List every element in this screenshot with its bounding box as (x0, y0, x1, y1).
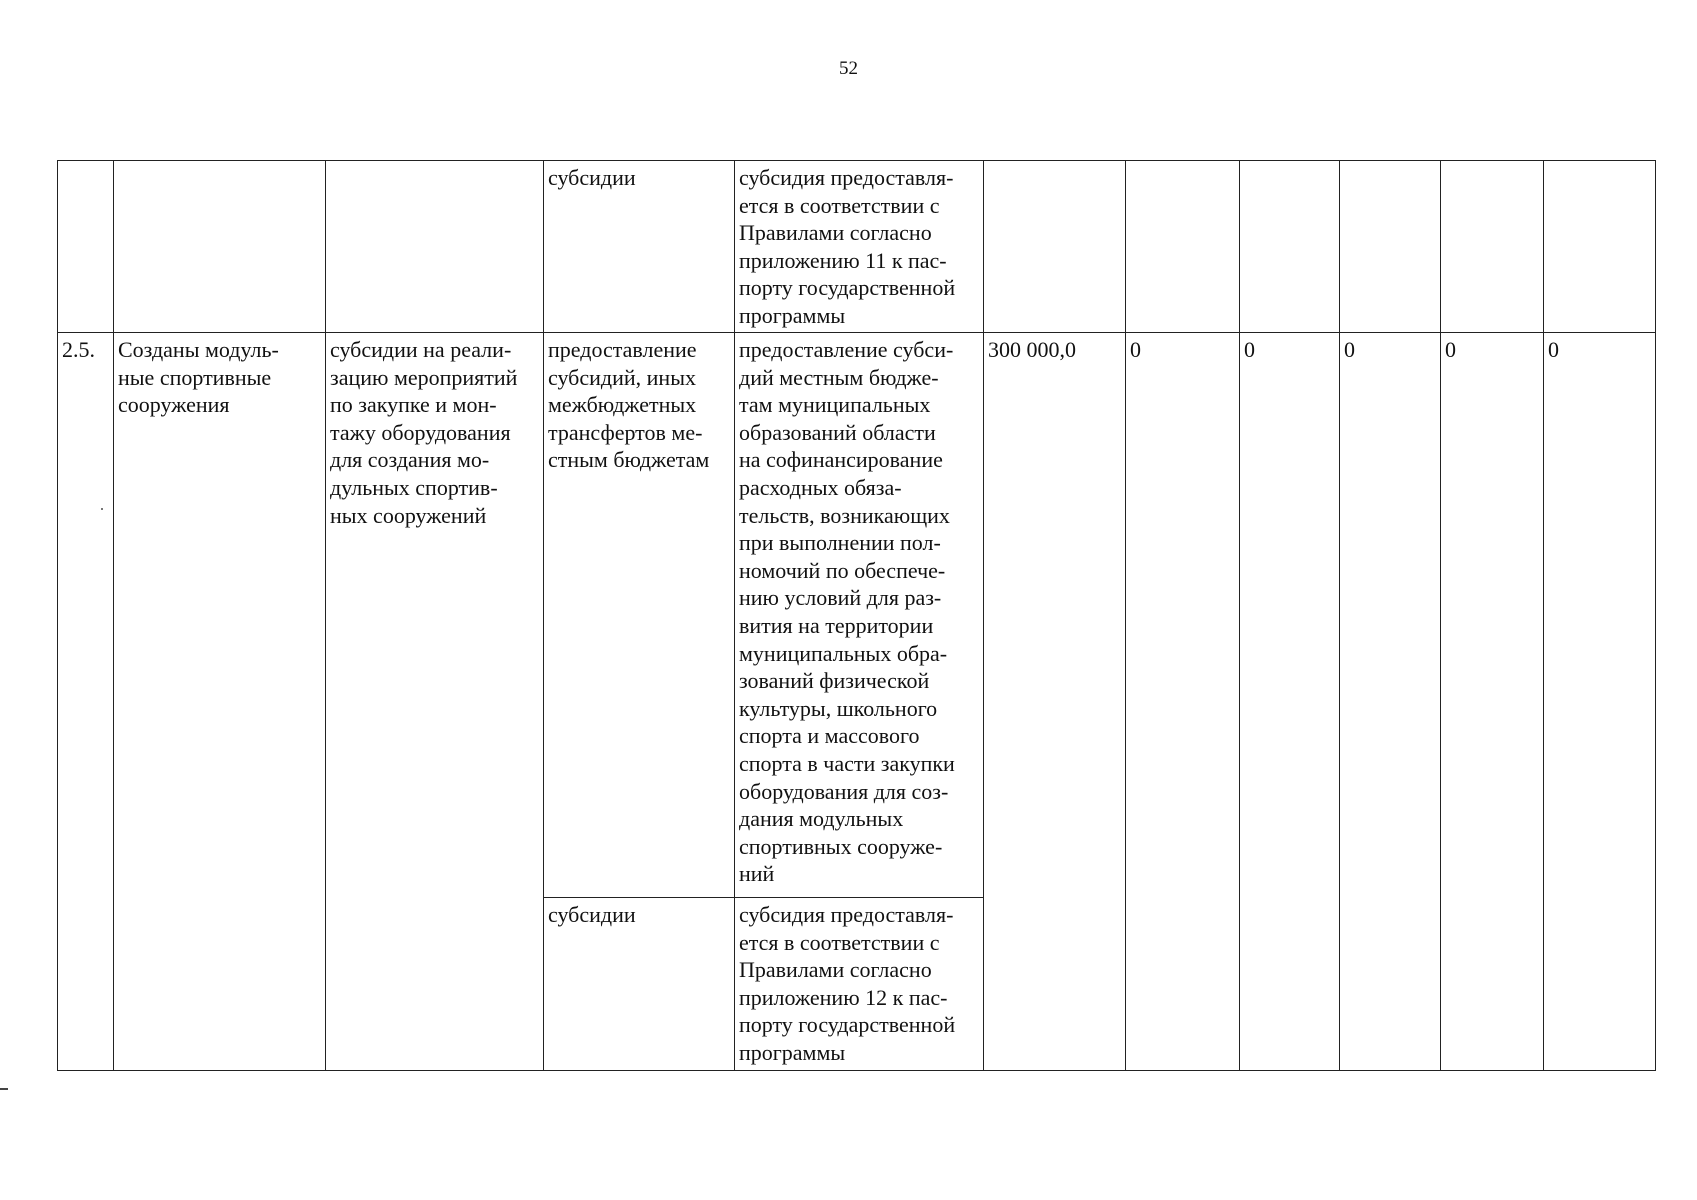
measure-type-cell: субсидии (544, 898, 735, 1071)
measure-cell (326, 161, 544, 333)
value-cell: 0 (1340, 333, 1441, 1071)
program-table (57, 160, 1656, 1071)
measure-type-cell: предоставление субсидий, иных межбюджетных трансфертов ме- стным бюджетам (544, 333, 735, 898)
measure-characteristic-cell: субсидия предоставля- ется в соответствии с Правилами согласно приложению 11 к пас- порту государственной программы (735, 161, 984, 333)
value-cell (1544, 161, 1656, 333)
table-row-2-5 (58, 333, 1656, 898)
result-cell (114, 161, 326, 333)
row-number-cell: 2.5. (58, 333, 114, 1071)
result-cell: Созданы модуль- ные спортивные сооружения (114, 333, 326, 1071)
measure-characteristic-cell: субсидия предоставля- ется в соответствии с Правилами согласно приложению 12 к пас- порту государственной программы (735, 898, 984, 1071)
table-row-continuation (58, 161, 1656, 333)
value-cell: 0 (1441, 333, 1544, 1071)
value-cell (984, 161, 1126, 333)
value-cell (1126, 161, 1240, 333)
measure-characteristic-cell: предоставление субси- дий местным бюдже- там муниципальных образований области на софинансирование расходных обяза- тельств, возникающих при выполнении пол- номочий по обеспече- нию условий для раз- вития на территории муниципальных обра- зований физической культуры, школьного спорта и массового спорта в части закупки оборудования для соз- дания модульных спортивных сооруже- ний (735, 333, 984, 898)
measure-type-cell: субсидии (544, 161, 735, 333)
value-cell: 0 (1240, 333, 1340, 1071)
page-number: 52 (839, 58, 858, 79)
scan-speck (101, 508, 103, 510)
value-cell (1441, 161, 1544, 333)
measure-cell: субсидии на реали- зацию мероприятий по закупке и мон- тажу оборудования для создания мо- дульных спортив- ных сооружений (326, 333, 544, 1071)
value-cell (1240, 161, 1340, 333)
value-cell: 300 000,0 (984, 333, 1126, 1071)
value-cell: 0 (1544, 333, 1656, 1071)
value-cell (1340, 161, 1441, 333)
row-number-cell (58, 161, 114, 333)
scan-edge-mark (0, 1088, 8, 1090)
value-cell: 0 (1126, 333, 1240, 1071)
